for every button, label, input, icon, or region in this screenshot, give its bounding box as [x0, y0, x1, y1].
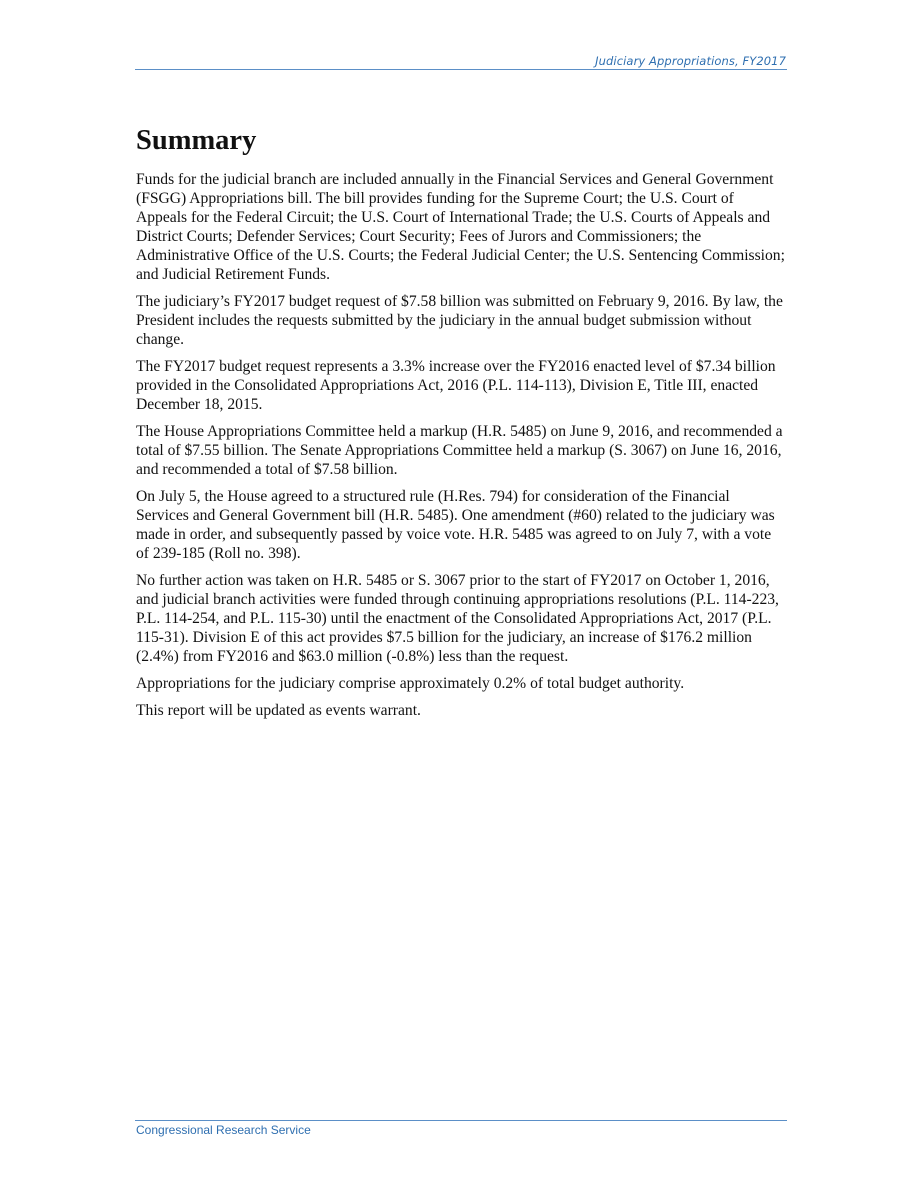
footer-rule	[135, 1120, 787, 1121]
paragraph-3: The FY2017 budget request represents a 3.3% increase over the FY2016 enacted level of $7.34 billion provided in the Consolidated Appropriations Act, 2016 (P.L. 114-113), Division E, Title III, enacted December 18, 2015.	[136, 358, 776, 413]
paragraph-6: No further action was taken on H.R. 5485 or S. 3067 prior to the start of FY2017 on October 1, 2016, and judicial branch activities were funded through continuing appropriations resolutions (P.L. 114-223, P.L. 114-254, and P.L. 115-30) until the enactment of the Consolidated Appropriations Act, 2017 (P.L. 115-31). Division E of this act provides $7.5 billion for the judiciary, an increase of $176.2 million (2.4%) from FY2016 and $63.0 million (-0.8%) less than the request.	[136, 572, 779, 665]
paragraph-7: Appropriations for the judiciary comprise approximately 0.2% of total budget authority.	[136, 675, 685, 692]
paragraph-1: Funds for the judicial branch are included annually in the Financial Services and General Government (FSGG) Appropriations bill. The bill provides funding for the Supreme Court; the U.S. Court of Appeals for the Federal Circuit; the U.S. Court of International Trade; the U.S. Courts of Appeals and District Courts; Defender Services; Court Security; Fees of Jurors and Commissioners; the Administrative Office of the U.S. Courts; the Federal Judicial Center; the U.S. Sentencing Commission; and Judicial Retirement Funds.	[136, 171, 785, 283]
paragraph-5: On July 5, the House agreed to a structured rule (H.Res. 794) for consideration of the Financial Services and General Government bill (H.R. 5485). One amendment (#60) related to the judiciary was made in order, and subsequently passed by voice vote. H.R. 5485 was agreed to on July 7, with a vote of 239-185 (Roll no. 398).	[136, 488, 775, 562]
summary-section	[136, 122, 786, 728]
running-header: Judiciary Appropriations, FY2017	[595, 54, 786, 68]
footer-organization: Congressional Research Service	[136, 1123, 311, 1137]
section-heading: Summary	[136, 125, 257, 156]
header-rule	[135, 69, 787, 70]
paragraph-4: The House Appropriations Committee held a markup (H.R. 5485) on June 9, 2016, and recommended a total of $7.55 billion. The Senate Appropriations Committee held a markup (S. 3067) on June 16, 2016, and recommended a total of $7.58 billion.	[136, 423, 783, 478]
paragraph-8: This report will be updated as events warrant.	[136, 702, 421, 719]
paragraph-2: The judiciary’s FY2017 budget request of $7.58 billion was submitted on February 9, 2016. By law, the President includes the requests submitted by the judiciary in the annual budget submission without change.	[136, 293, 783, 348]
